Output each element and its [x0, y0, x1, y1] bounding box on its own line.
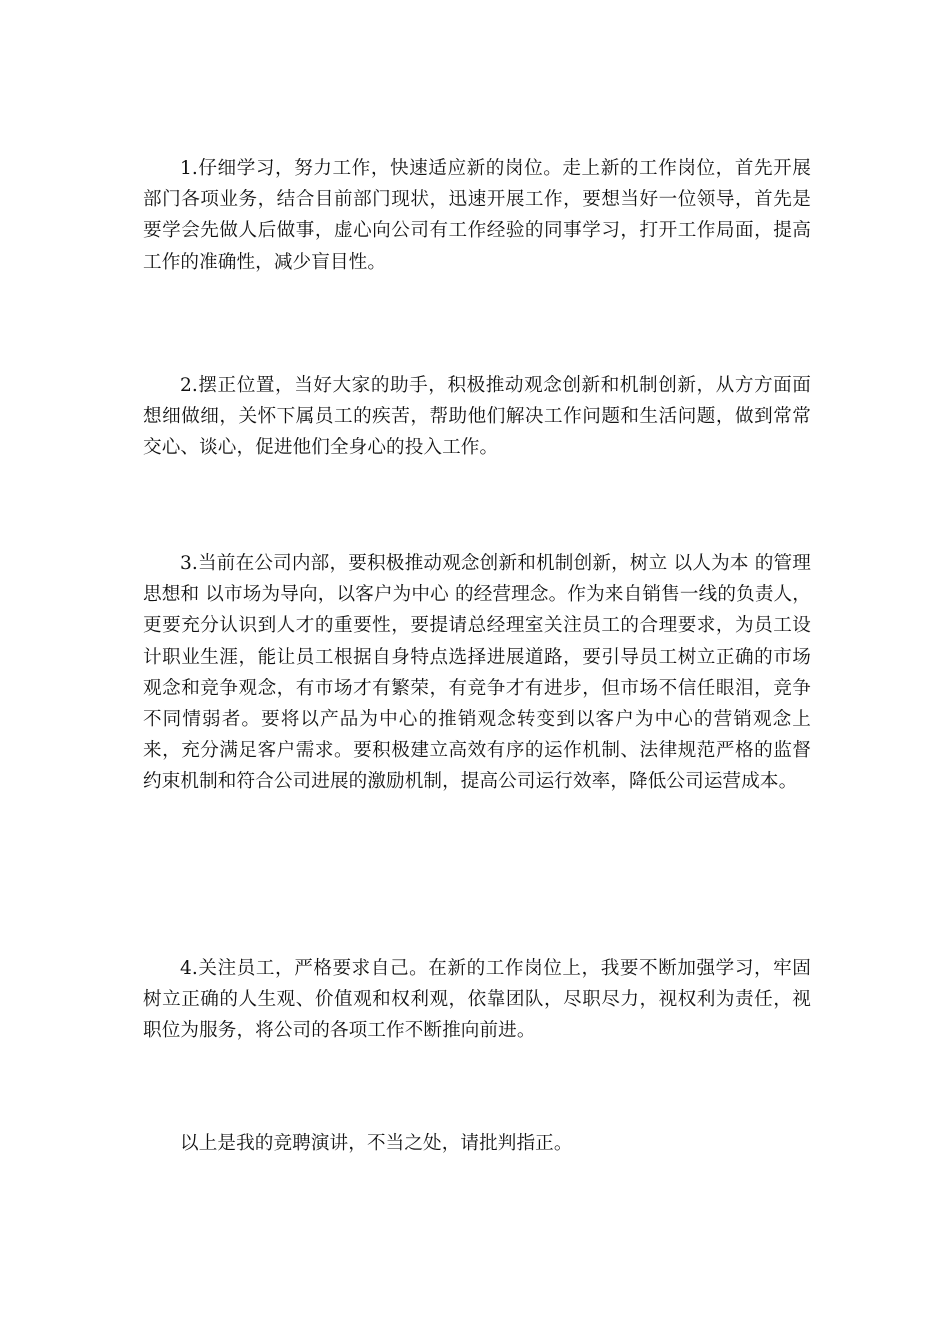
paragraph-2: 2.摆正位置，当好大家的助手，积极推动观念创新和机制创新，从方方面面想细做细，关怀下属员工的疾苦，帮助他们解决工作问题和生活问题，做到常常交心、谈心，促进他们全身心的投入工作。 — [143, 375, 811, 459]
paragraph-3: 3.当前在公司内部，要积极推动观念创新和机制创新，树立 以人为本 的管理思想和 以市场为导向，以客户为中心 的经营理念。作为来自销售一线的负责人，更要充分认识到人才的重要性，要提请总经理室关注员工的合理要求，为员工设计职业生涯，能让员工根据自身特点选择进展道路，要引导员工树立正确的市场观念和竞争观念，有市场才有繁荣，有竞争才有进步，但市场不信任眼泪，竞争不同情弱者。要将以产品为中心的推销观念转变到以客户为中心的营销观念上来，充分满足客户需求。要积极建立高效有序的运作机制、法律规范严格的监督约束机制和符合公司进展的激励机制，提高公司运行效率，降低公司运营成本。 — [143, 553, 811, 793]
closing-paragraph: 以上是我的竞聘演讲，不当之处，请批判指正。 — [180, 1133, 573, 1154]
paragraph-4: 4.关注员工，严格要求自己。在新的工作岗位上，我要不断加强学习，牢固树立正确的人生观、价值观和权利观，依靠团队，尽职尽力，视权利为责任，视职位为服务，将公司的各项工作不断推向前进。 — [143, 958, 811, 1042]
paragraph-1: 1.仔细学习，努力工作，快速适应新的岗位。走上新的工作岗位，首先开展部门各项业务，结合目前部门现状，迅速开展工作，要想当好一位领导，首先是要学会先做人后做事，虚心向公司有工作经验的同事学习，打开工作局面，提高工作的准确性，减少盲目性。 — [143, 158, 811, 273]
